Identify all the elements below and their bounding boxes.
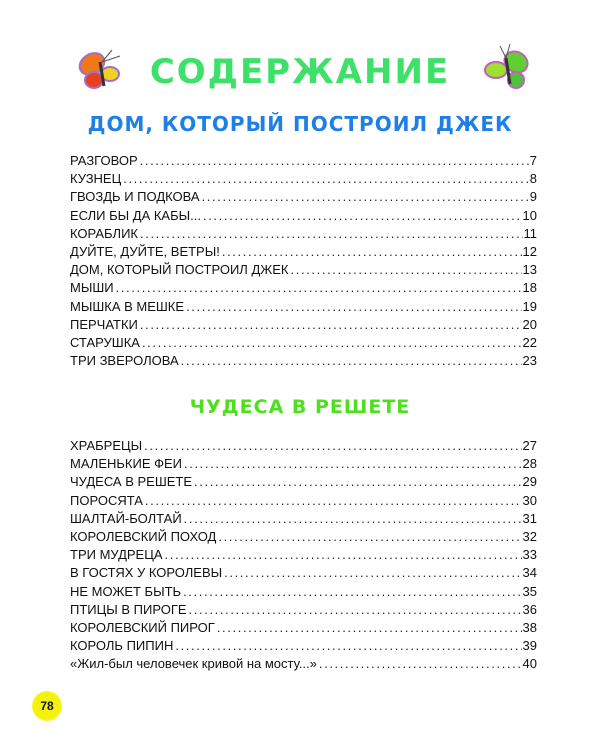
dot-leader [116,280,522,295]
toc-entry-title: ПОРОСЯТА [70,492,143,508]
toc-entry-page: 12 [522,243,537,259]
toc-entry-title: ШАЛТАЙ-БОЛТАЙ [70,510,182,526]
dot-leader [165,547,522,562]
toc-entry-page: 19 [522,298,537,314]
toc-entry-page: 27 [522,438,537,453]
toc-entry-title: ДОМ, КОТОРЫЙ ПОСТРОИЛ ДЖЕК [70,262,289,278]
dot-leader [202,189,529,204]
toc-entry-title: ГВОЗДЬ И ПОДКОВА [70,189,200,205]
toc-entry[interactable] [70,335,537,353]
dot-leader [203,208,522,223]
dot-leader [144,438,521,453]
toc-list-2 [70,438,537,674]
toc-entry-title: ТРИ ЗВЕРОЛОВА [70,353,179,369]
toc-entry-page: 40 [522,656,537,672]
toc-entry[interactable] [70,244,537,262]
toc-entry-page: 8 [529,171,537,187]
dot-leader [194,474,522,489]
toc-entry-title: ХРАБРЕЦЫ [70,438,143,453]
toc-entry[interactable] [70,656,537,674]
toc-entry-title: СТАРУШКА [70,334,140,350]
toc-entry[interactable] [70,299,537,317]
toc-entry-title: РАЗГОВОР [70,153,138,168]
toc-entry-title: МЫШКА В МЕШКЕ [70,298,185,314]
dot-leader [175,638,521,653]
toc-entry-title: КУЗНЕЦ [70,171,122,187]
toc-entry-title: ДУЙТЕ, ДУЙТЕ, ВЕТРЫ! [70,243,220,259]
toc-entry-page: 18 [522,280,537,296]
toc-entry-page: 13 [522,262,537,278]
toc-entry[interactable] [70,189,537,207]
toc-entry[interactable] [70,153,537,171]
dot-leader [181,353,522,368]
toc-entry-page: 9 [529,189,537,205]
toc-entry-page: 31 [522,510,537,526]
toc-entry[interactable] [70,493,537,511]
toc-entry[interactable] [70,317,537,335]
page-number: 78 [32,691,62,721]
toc-entry-title: «Жил-был человечек кривой на мосту...» [70,656,317,672]
dot-leader [142,335,522,350]
dot-leader [123,171,529,186]
toc-entry-page: 39 [522,638,537,654]
dot-leader [186,299,521,314]
toc-entry[interactable] [70,171,537,189]
toc-entry-page: 30 [522,492,537,508]
toc-entry[interactable] [70,547,537,565]
dot-leader [222,244,522,259]
toc-entry-page: 32 [522,528,537,544]
dot-leader [217,620,522,635]
dot-leader [291,262,522,277]
toc-entry-page: 11 [523,225,537,241]
toc-entry-title: НЕ МОЖЕТ БЫТЬ [70,583,182,599]
toc-entry-title: ПТИЦЫ В ПИРОГЕ [70,601,187,617]
section-heading-1: ДОМ, КОТОРЫЙ ПОСТРОИЛ ДЖЕК [87,112,513,136]
toc-entry-page: 29 [522,474,537,490]
dot-leader [184,456,522,471]
toc-entry[interactable] [70,511,537,529]
toc-entry-title: ЕСЛИ БЫ ДА КАБЫ... [70,207,201,223]
toc-entry-page: 28 [522,456,537,472]
page-title: СОДЕРЖАНИЕ [149,52,451,92]
toc-entry[interactable] [70,456,537,474]
toc-entry-title: В ГОСТЯХ У КОРОЛЕВЫ [70,565,223,581]
toc-entry[interactable] [70,529,537,547]
dot-leader [140,317,522,332]
toc-entry-page: 23 [522,353,537,369]
toc-entry-page: 20 [522,316,537,332]
toc-entry-title: МЫШИ [70,280,114,296]
toc-entry-title: ЧУДЕСА В РЕШЕТЕ [70,474,193,490]
toc-entry[interactable] [70,226,537,244]
toc-entry-title: ТРИ МУДРЕЦА [70,547,163,563]
toc-entry-page: 36 [522,601,537,617]
dot-leader [184,511,522,526]
toc-entry-page: 10 [522,207,537,223]
toc-entry[interactable] [70,262,537,280]
dot-leader [140,226,523,241]
toc-entry[interactable] [70,280,537,298]
toc-entry-title: МАЛЕНЬКИЕ ФЕИ [70,456,183,472]
dot-leader [140,153,529,168]
toc-entry[interactable] [70,208,537,226]
toc-entry[interactable] [70,584,537,602]
toc-entry-title: КОРОЛЬ ПИПИН [70,638,174,654]
dot-leader [218,529,521,544]
toc-entry-page: 34 [522,565,537,581]
dot-leader [319,656,522,671]
toc-entry[interactable] [70,638,537,656]
toc-entry-page: 7 [529,153,537,168]
dot-leader [145,493,522,508]
dot-leader [189,602,522,617]
toc-entry-title: КОРОЛЕВСКИЙ ПИРОГ [70,619,215,635]
toc-entry[interactable] [70,438,537,456]
toc-entry-title: ПЕРЧАТКИ [70,316,138,332]
toc-entry[interactable] [70,602,537,620]
toc-entry[interactable] [70,474,537,492]
section-heading-2: ЧУДЕСА В РЕШЕТЕ [189,396,411,418]
toc-entry-title: КОРОЛЕВСКИЙ ПОХОД [70,528,217,544]
dot-leader [183,584,521,599]
toc-entry-title: КОРАБЛИК [70,225,138,241]
dot-leader [224,565,521,580]
toc-entry-page: 33 [522,547,537,563]
toc-entry[interactable] [70,353,537,371]
toc-entry-page: 35 [522,583,537,599]
toc-entry[interactable] [70,565,537,583]
toc-list-1 [70,153,537,371]
toc-entry[interactable] [70,620,537,638]
toc-entry-page: 38 [522,619,537,635]
toc-entry-page: 22 [522,334,537,350]
